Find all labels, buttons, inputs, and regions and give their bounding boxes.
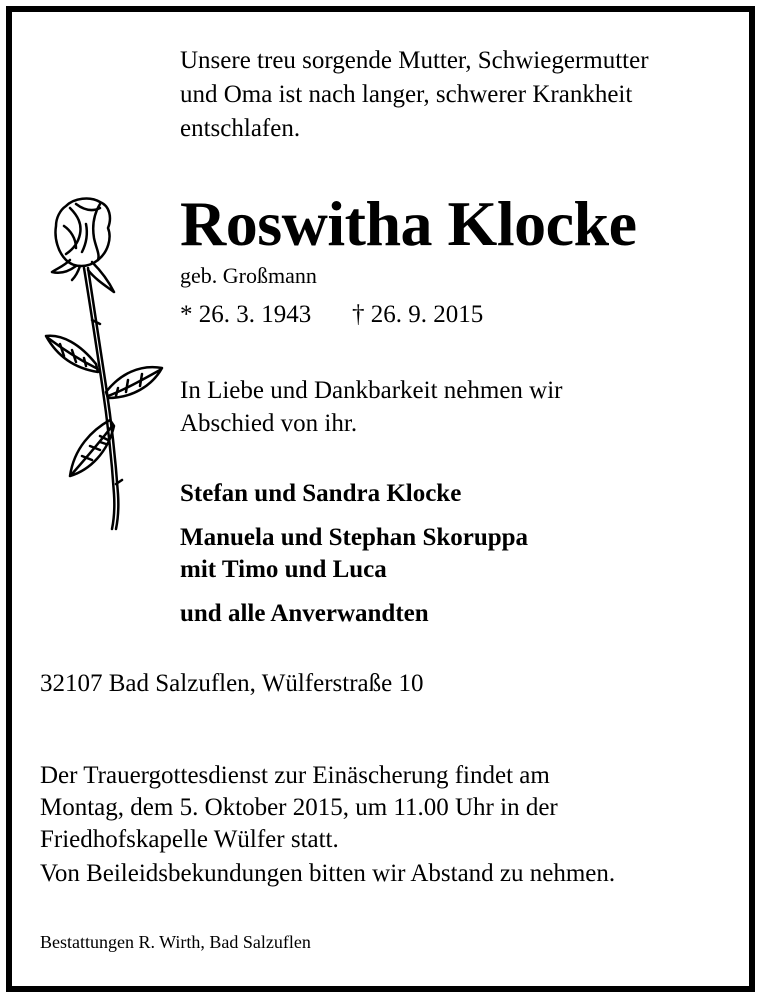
service-line: Montag, dem 5. Oktober 2015, um 11.00 Uhr in der bbox=[40, 794, 558, 821]
family-line: Manuela und Stephan Skoruppa bbox=[180, 524, 529, 551]
maiden-name: geb. Großmann bbox=[180, 263, 317, 288]
service-info bbox=[40, 760, 558, 856]
farewell-text bbox=[180, 374, 563, 440]
condolence-note: Von Beileidsbekundungen bitten wir Abstand zu nehmen. bbox=[40, 860, 616, 887]
deceased-name: Roswitha Klocke bbox=[180, 188, 637, 259]
intro-line: und Oma ist nach langer, schwerer Krankheit bbox=[180, 81, 633, 108]
birth-date: * 26. 3. 1943 bbox=[180, 301, 312, 328]
service-line: Der Trauergottesdienst zur Einäscherung findet am bbox=[40, 762, 550, 789]
family-line: Stefan und Sandra Klocke bbox=[180, 480, 462, 507]
address: 32107 Bad Salzuflen, Wülferstraße 10 bbox=[40, 670, 424, 697]
intro-text bbox=[180, 44, 649, 146]
rose-icon bbox=[30, 194, 180, 539]
death-date: † 26. 9. 2015 bbox=[352, 301, 484, 328]
farewell-line: In Liebe und Dankbarkeit nehmen wir bbox=[180, 377, 563, 404]
family-line: mit Timo und Luca bbox=[180, 556, 387, 583]
family-line: und alle Anverwandten bbox=[180, 600, 429, 627]
intro-line: entschlafen. bbox=[180, 115, 301, 142]
service-line: Friedhofskapelle Wülfer statt. bbox=[40, 826, 339, 853]
undertaker: Bestattungen R. Wirth, Bad Salzuflen bbox=[40, 932, 311, 952]
intro-line: Unsere treu sorgende Mutter, Schwiegermutter bbox=[180, 47, 649, 74]
farewell-line: Abschied von ihr. bbox=[180, 410, 358, 437]
